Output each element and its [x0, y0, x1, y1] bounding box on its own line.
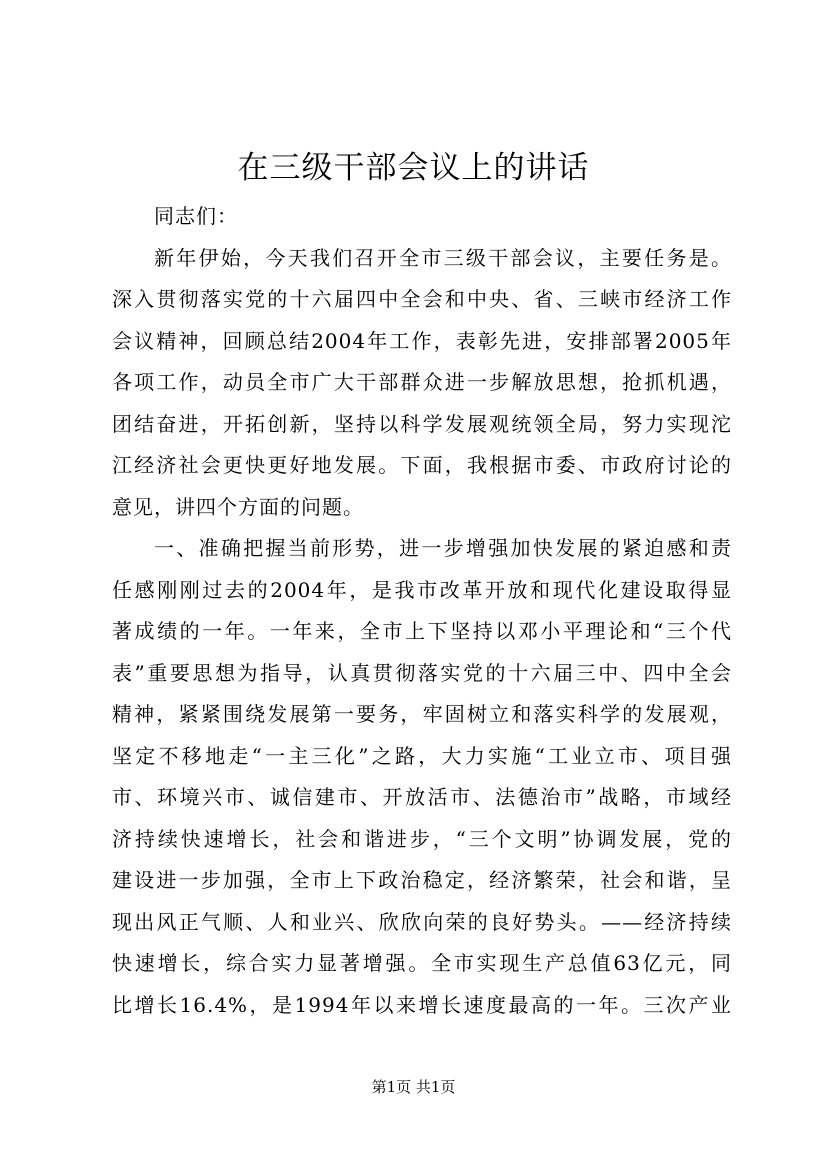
paragraph-line: 坚定不移地走“一主三化”之路，大力实施“工业立市、项目强: [112, 743, 732, 768]
page-footer: 第1页 共1页: [371, 1078, 456, 1096]
salutation-line: 同志们：: [154, 204, 238, 228]
paragraph-line: 各项工作，动员全市广大干部群众进一步解放思想，抢抓机遇，: [112, 370, 732, 394]
paragraph-line: 意见，讲四个方面的问题。: [112, 494, 364, 519]
paragraph-line: 市、环境兴市、诚信建市、开放活市、法德治市”战略，市域经: [112, 785, 732, 809]
paragraph-line: 建设进一步加强，全市上下政治稳定，经济繁荣，社会和谐，呈: [112, 868, 732, 892]
paragraph-line: 济持续快速增长，社会和谐进步，“三个文明”协调发展，党的: [112, 826, 732, 851]
paragraph-line: 会议精神，回顾总结2004年工作，表彰先进，安排部署2005年: [112, 328, 732, 353]
paragraph-line: 快速增长，综合实力显著增强。全市实现生产总值63亿元，同: [112, 951, 732, 975]
paragraph-line: 现出风正气顺、人和业兴、欣欣向荣的良好势头。——经济持续: [112, 909, 732, 934]
paragraph-line: 深入贯彻落实党的十六届四中全会和中央、省、三峡市经济工作: [112, 287, 732, 311]
document-title: 在三级干部会议上的讲话: [237, 150, 590, 186]
section-heading-line: 一、准确把握当前形势，进一步增强加快发展的紧迫感和责: [154, 536, 732, 560]
document-body: [112, 196, 732, 1026]
paragraph-line: 江经济社会更快更好地发展。下面，我根据市委、市政府讨论的: [112, 453, 732, 477]
paragraph-line: 表”重要思想为指导，认真贯彻落实党的十六届三中、四中全会: [112, 660, 732, 685]
paragraph-line: 任感刚刚过去的2004年，是我市改革开放和现代化建设取得显: [112, 577, 732, 602]
paragraph-line: 新年伊始，今天我们召开全市三级干部会议，主要任务是。: [154, 245, 732, 270]
paragraph-line: 著成绩的一年。一年来，全市上下坚持以邓小平理论和“三个代: [112, 619, 732, 643]
paragraph-line: 比增长16.4%，是1994年以来增长速度最高的一年。三次产业: [112, 992, 732, 1017]
paragraph-line: 团结奋进，开拓创新，坚持以科学发展观统领全局，努力实现沱: [112, 411, 732, 436]
paragraph-line: 精神，紧紧围绕发展第一要务，牢固树立和落实科学的发展观，: [112, 702, 732, 726]
